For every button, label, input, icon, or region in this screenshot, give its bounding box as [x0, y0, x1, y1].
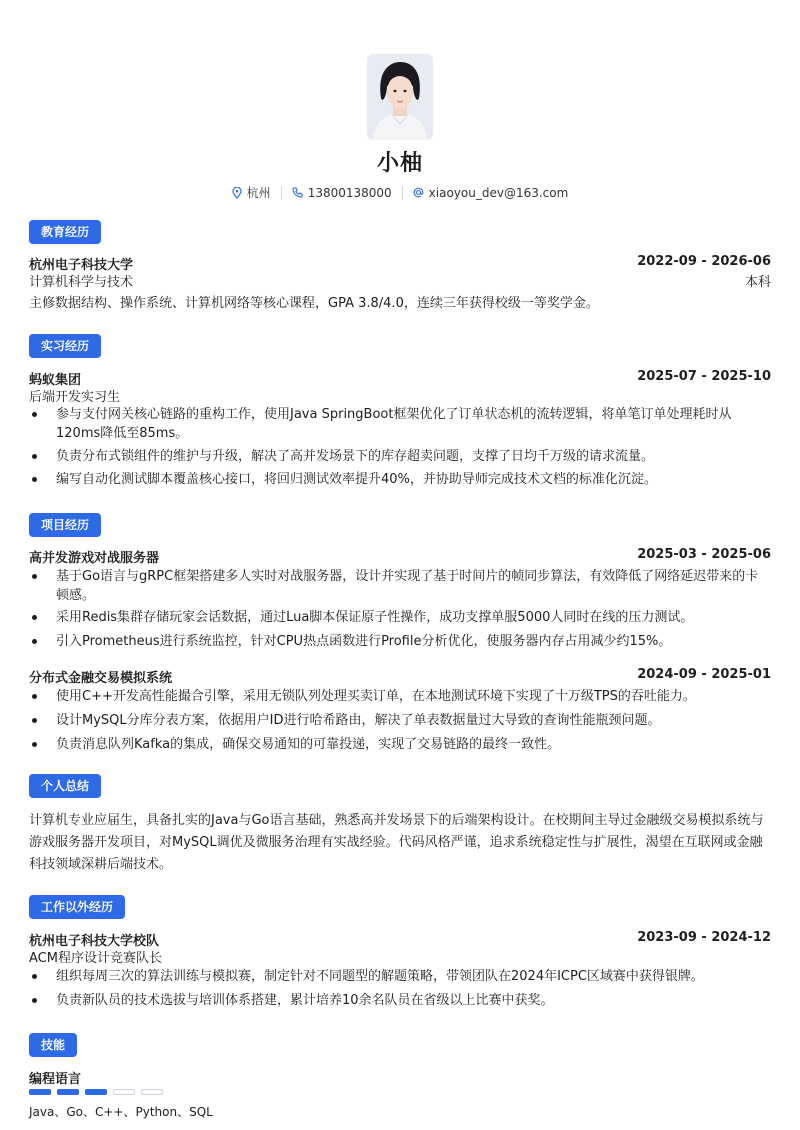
bullet-text: 设计MySQL分库分表方案，依据用户ID进行哈希路由，解决了单表数据量过大导致的查询性能瓶颈问题。 — [56, 713, 661, 728]
section-tag-summary: 个人总结 — [29, 774, 101, 798]
bullet-dot — [32, 477, 37, 482]
bullet-text: 组织每周三次的算法训练与模拟赛，制定针对不同题型的解题策略，带领团队在2024年ICPC区域赛中获得银牌。 — [56, 969, 704, 984]
bullet-dot — [32, 574, 37, 579]
candidate-name: 小柚 — [376, 151, 423, 176]
phone-icon — [292, 187, 303, 198]
bullet-dot — [32, 974, 37, 979]
skill-segment-filled — [29, 1089, 51, 1095]
location-pin-icon — [232, 187, 242, 199]
bullet-text: 引入Prometheus进行系统监控，针对CPU热点函数进行Profile分析优化，使服务器内存占用减少约15%。 — [56, 634, 672, 649]
list-item — [29, 447, 771, 466]
skill-category: 编程语言 — [29, 1072, 82, 1087]
project-header — [29, 667, 771, 686]
section-tag-skills: 技能 — [29, 1033, 77, 1057]
list-item — [29, 967, 771, 986]
bullet-dot — [32, 454, 37, 459]
project-header — [29, 547, 771, 566]
email-text[interactable]: xiaoyou_dev@163.com — [428, 185, 569, 200]
project-date: 2025-03 - 2025-06 — [637, 547, 771, 562]
extra-role-row — [29, 947, 771, 966]
section-tag-projects: 项目经历 — [29, 513, 101, 537]
at-email-icon — [413, 187, 424, 198]
list-item — [29, 687, 771, 706]
bullet-text: 参与支付网关核心链路的重构工作，使用Java SpringBoot框架优化了订单状态机的流转逻辑，将单笔订单处理耗时从120ms降低至85ms。 — [56, 407, 732, 441]
bullet-text: 使用C++开发高性能撮合引擎，采用无锁队列处理买卖订单，在本地测试环境下实现了十万级TPS的吞吐能力。 — [56, 689, 696, 704]
skill-list: Java、Go、C++、Python、SQL — [29, 1105, 213, 1119]
major-text: 计算机科学与技术 — [29, 275, 134, 290]
list-item — [29, 991, 771, 1010]
section-tag-extra: 工作以外经历 — [29, 895, 125, 919]
section-tag-internship: 实习经历 — [29, 334, 101, 358]
education-description: 主修数据结构、操作系统、计算机网络等核心课程，GPA 3.8/4.0，连续三年获得校级一等奖学金。 — [29, 296, 599, 311]
skill-list-row — [29, 1103, 771, 1120]
org-name: 杭州电子科技大学校队 — [29, 934, 160, 949]
project-name: 分布式金融交易模拟系统 — [29, 671, 173, 686]
bullet-text: 负责新队员的技术选拔与培训体系搭建，累计培养10余名队员在省级以上比赛中获奖。 — [56, 993, 554, 1008]
bullet-text: 基于Go语言与gRPC框架搭建多人实时对战服务器，设计并实现了基于时间片的帧同步算法，有效降低了网络延迟带来的卡顿感。 — [56, 569, 759, 603]
section-tag-education: 教育经历 — [29, 220, 101, 244]
bullet-text: 负责消息队列Kafka的集成，确保交易通知的可靠投递，实现了交易链路的最终一致性。 — [56, 737, 561, 752]
bullet-dot — [32, 694, 37, 699]
skill-segment-empty — [141, 1089, 163, 1095]
contact-bar — [0, 184, 800, 201]
list-item — [29, 711, 771, 730]
list-item — [29, 632, 771, 651]
extra-date: 2023-09 - 2024-12 — [637, 930, 771, 945]
internship-date: 2025-07 - 2025-10 — [637, 369, 771, 384]
skill-segment-empty — [113, 1089, 135, 1095]
city-text: 杭州 — [246, 186, 271, 200]
skill-level-bar — [29, 1089, 163, 1095]
internship-role-row — [29, 386, 771, 405]
bullet-text: 采用Redis集群存储玩家会话数据，通过Lua脚本保证原子性操作，成功支撑单服5000人同时在线的压力测试。 — [56, 610, 694, 625]
bullet-dot — [32, 718, 37, 723]
bullet-dot — [32, 412, 37, 417]
summary-text: 计算机专业应届生，具备扎实的Java与Go语言基础，熟悉高并发场景下的后端架构设计。在校期间主导过金融级交易模拟系统与游戏服务器开发项目，对MySQL调优及微服务治理有实战经验。代码风格严谨，追求系统稳定性与扩展性，渴望在互联网或金融科技领域深耕后端技术。 — [29, 813, 764, 872]
bullet-text: 负责分布式锁组件的维护与升级，解决了高并发场景下的库存超卖问题，支撑了日均千万级的请求流量。 — [56, 449, 655, 464]
list-item — [29, 567, 771, 605]
extra-role: ACM程序设计竞赛队长 — [29, 951, 162, 966]
education-subheader — [29, 271, 771, 290]
contact-phone — [282, 186, 402, 200]
bullet-dot — [32, 615, 37, 620]
bullet-dot — [32, 742, 37, 747]
internship-role: 后端开发实习生 — [29, 390, 121, 405]
project-name: 高并发游戏对战服务器 — [29, 551, 160, 566]
list-item — [29, 608, 771, 627]
list-item — [29, 405, 771, 443]
degree-text: 本科 — [744, 275, 771, 290]
school-name: 杭州电子科技大学 — [29, 258, 134, 273]
company-name: 蚂蚁集团 — [29, 373, 82, 388]
contact-email — [403, 186, 579, 200]
contact-city — [222, 184, 281, 201]
education-date: 2022-09 - 2026-06 — [637, 254, 771, 269]
avatar-photo — [367, 54, 433, 140]
skill-segment-filled — [85, 1089, 107, 1095]
bullet-dot — [32, 998, 37, 1003]
skill-category-row — [29, 1068, 771, 1087]
skill-segment-filled — [57, 1089, 79, 1095]
bullet-text: 编写自动化测试脚本覆盖核心接口，将回归测试效率提升40%，并协助导师完成技术文档的标准化沉淀。 — [56, 472, 657, 487]
phone-text[interactable]: 13800138000 — [307, 185, 392, 200]
list-item — [29, 735, 771, 754]
list-item — [29, 470, 771, 489]
project-date: 2024-09 - 2025-01 — [637, 667, 771, 682]
bullet-dot — [32, 639, 37, 644]
